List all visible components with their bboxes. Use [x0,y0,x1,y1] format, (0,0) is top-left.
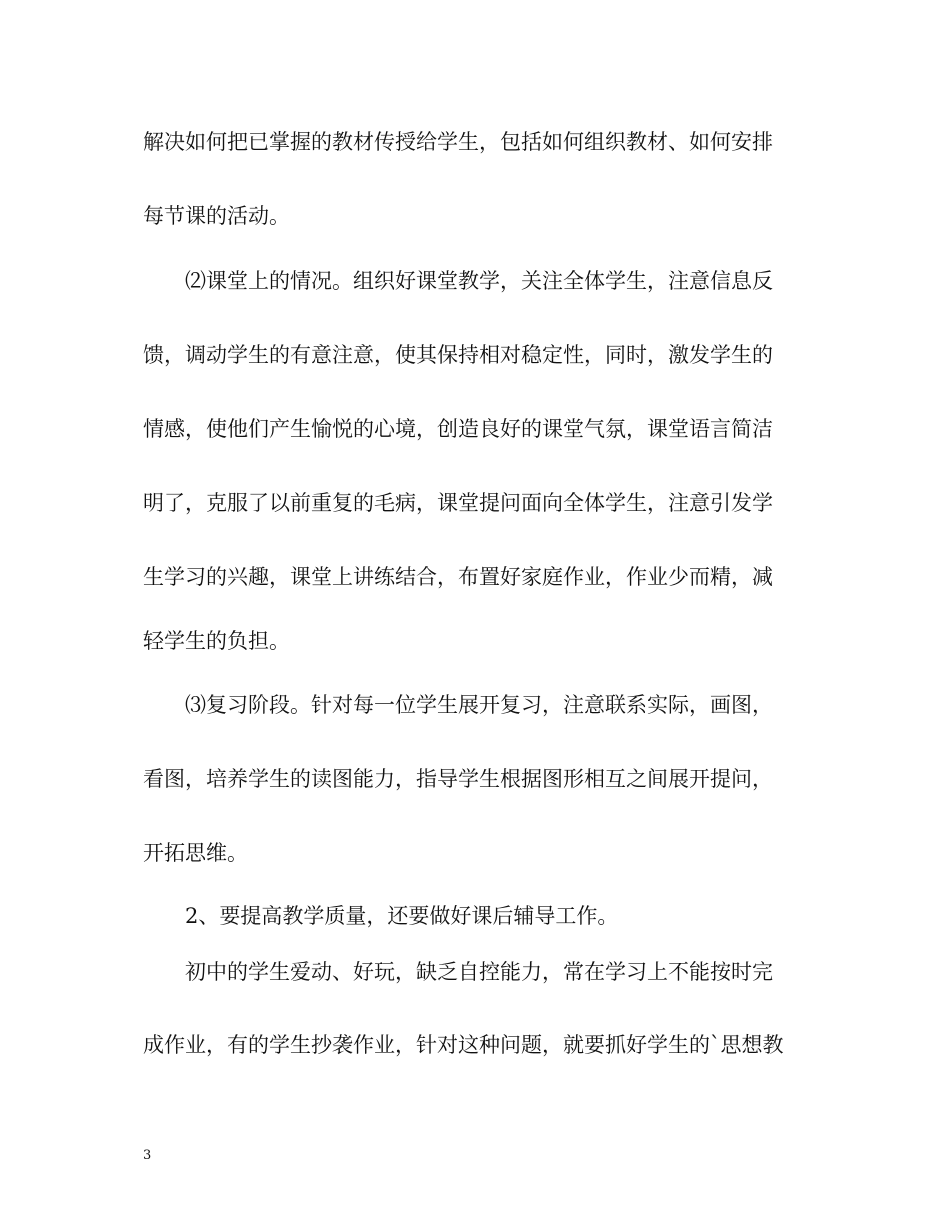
paragraph-line: 初中的学生爱动、好玩，缺乏自控能力，常在学习上不能按时完 [185,960,773,984]
page-number: 3 [143,1148,152,1163]
paragraph-line: ⑶复习阶段。针对每一位学生展开复习，注意联系实际，画图， [185,693,773,717]
text-line: 生学习的兴趣，课堂上讲练结合，布置好家庭作业，作业少而精，减 [143,565,773,589]
text-line: 看图，培养学生的读图能力，指导学生根据图形相互之间展开提问， [143,767,773,791]
text-line: 成作业，有的学生抄袭作业，针对这种问题，就要抓好学生的`思想教 [143,1033,784,1057]
paragraph-line: 2、要提高教学质量，还要做好课后辅导工作。 [185,904,619,928]
paragraph-line: ⑵课堂上的情况。组织好课堂教学，关注全体学生，注意信息反 [185,269,773,293]
text-line: 轻学生的负担。 [143,629,290,653]
text-line: 开拓思维。 [143,841,248,865]
text-line: 解决如何把已掌握的教材传授给学生，包括如何组织教材、如何安排 [143,130,773,154]
text-line: 每节课的活动。 [143,204,290,228]
text-line: 明了，克服了以前重复的毛病，课堂提问面向全体学生，注意引发学 [143,491,773,515]
text-line: 馈，调动学生的有意注意，使其保持相对稳定性，同时，激发学生的 [143,343,773,367]
text-line: 情感，使他们产生愉悦的心境，创造良好的课堂气氛，课堂语言简洁 [143,417,773,441]
